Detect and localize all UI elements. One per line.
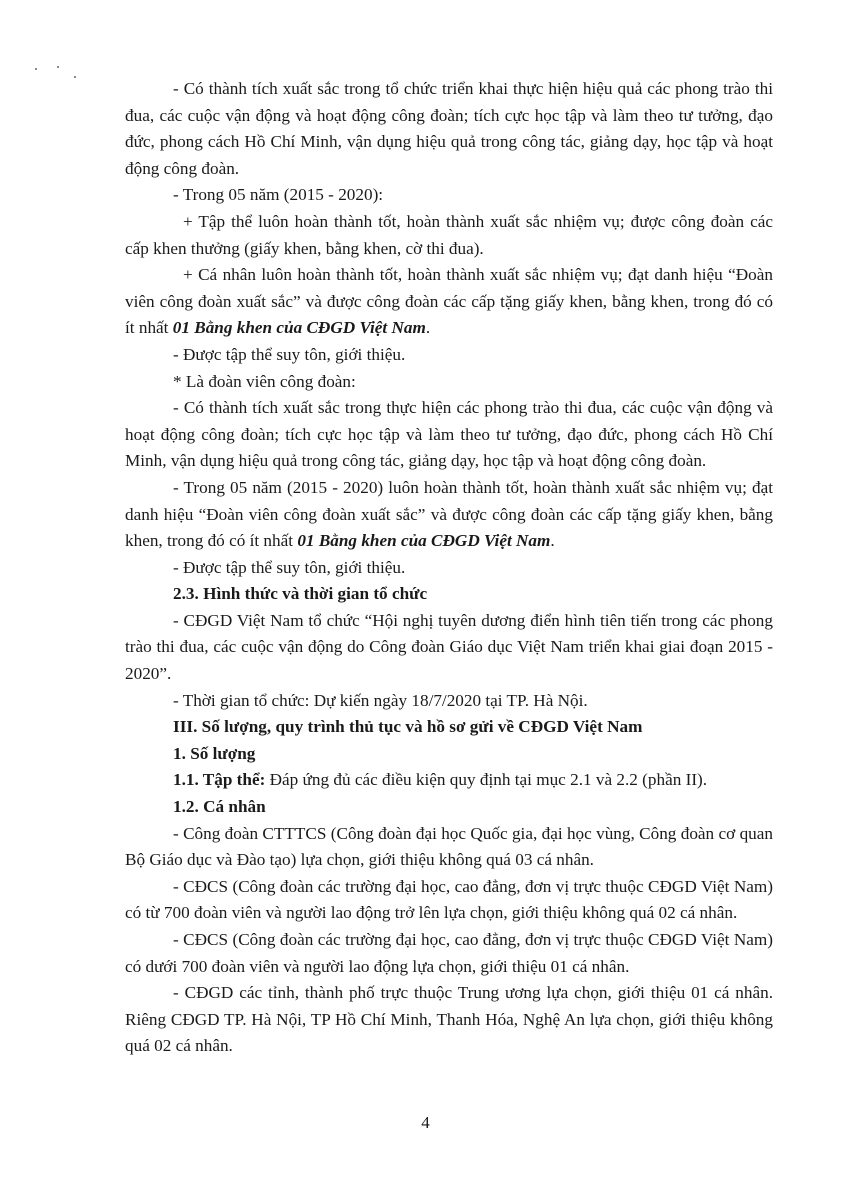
page-number: 4 [421, 1113, 430, 1132]
inline-label: 1.1. Tập thể: [173, 770, 266, 790]
paragraph-text: + Cá nhân luôn hoàn thành tốt, hoàn thành xuất sắc nhiệm vụ; đạt danh hiệu “Đoàn viên công đoàn xuất sắc” và được công đoàn các cấp tặng giấy khen, bằng khen, trong đó có ít nhất [125, 265, 773, 338]
paragraph: - Thời gian tổ chức: Dự kiến ngày 18/7/2020 tại TP. Hà Nội. [173, 690, 588, 710]
section-heading: 2.3. Hình thức và thời gian tổ chức [173, 584, 428, 604]
paragraph: - CĐGD Việt Nam tổ chức “Hội nghị tuyên dương điển hình tiên tiến trong các phong trào thi đua, các cuộc vận động do Công đoàn Giáo dục Việt Nam triển khai giai đoạn 2015 - 2020”. [125, 610, 773, 684]
document-body [125, 76, 773, 1060]
paragraph: + Tập thể luôn hoàn thành tốt, hoàn thành xuất sắc nhiệm vụ; được công đoàn các cấp khen thưởng (giấy khen, bằng khen, cờ thi đua). [125, 211, 773, 258]
paragraph-text: - Trong 05 năm (2015 - 2020) luôn hoàn thành tốt, hoàn thành xuất sắc nhiệm vụ; đạt danh hiệu “Đoàn viên công đoàn xuất sắc” và được công đoàn các cấp tặng giấy khen, bằng khen, trong đó có ít nhất [125, 477, 773, 551]
paragraph-text: Đáp ứng đủ các điều kiện quy định tại mục 2.1 và 2.2 (phần II). [265, 770, 708, 790]
scan-speck [57, 66, 59, 68]
paragraph [125, 767, 773, 794]
paragraph: - CĐCS (Công đoàn các trường đại học, cao đẳng, đơn vị trực thuộc CĐGD Việt Nam) có từ 700 đoàn viên và người lao động trở lên lựa chọn, giới thiệu không quá 02 cá nhân. [125, 876, 773, 923]
paragraph: * Là đoàn viên công đoàn: [173, 371, 356, 391]
paragraph: - Được tập thể suy tôn, giới thiệu. [173, 344, 406, 364]
paragraph: - Trong 05 năm (2015 - 2020): [173, 185, 384, 205]
scan-speck [74, 76, 76, 78]
paragraph: - Có thành tích xuất sắc trong thực hiện các phong trào thi đua, các cuộc vận động và hoạt động công đoàn; tích cực học tập và làm theo tư tưởng, đạo đức, phong cách Hồ Chí Minh, vận dụng hiệu quả trong công tác, giảng dạy, học tập và hoạt động công đoàn. [125, 398, 773, 471]
paragraph: - CĐCS (Công đoàn các trường đại học, cao đẳng, đơn vị trực thuộc CĐGD Việt Nam) có dưới 700 đoàn viên và người lao động lựa chọn, giới thiệu 01 cá nhân. [125, 930, 773, 976]
paragraph-tail: . [550, 531, 555, 551]
emphasis-text: 01 Bằng khen của CĐGD Việt Nam [297, 531, 551, 551]
paragraph: - Công đoàn CTTTCS (Công đoàn đại học Quốc gia, đại học vùng, Công đoàn cơ quan Bộ Giáo dục và Đào tạo) lựa chọn, giới thiệu không quá 03 cá nhân. [125, 823, 773, 870]
paragraph: - CĐGD các tỉnh, thành phố trực thuộc Trung ương lựa chọn, giới thiệu 01 cá nhân. Riêng CĐGD TP. Hà Nội, TP Hồ Chí Minh, Thanh Hóa, Nghệ An lựa chọn, giới thiệu không quá 02 cá nhân. [125, 983, 773, 1056]
paragraph-tail: . [425, 318, 431, 338]
scan-speck [35, 68, 37, 70]
emphasis-text: 01 Bằng khen của CĐGD Việt Nam [172, 318, 426, 338]
section-heading: III. Số lượng, quy trình thủ tục và hồ sơ gửi về CĐGD Việt Nam [173, 717, 643, 737]
paragraph: - Có thành tích xuất sắc trong tổ chức triển khai thực hiện hiệu quả các phong trào thi đua, các cuộc vận động và hoạt động công đoàn; tích cực học tập và làm theo tư tưởng, đạo đức, phong cách Hồ Chí Minh, vận dụng hiệu quả trong công tác, giảng dạy, học tập và hoạt động công đoàn. [125, 79, 773, 178]
paragraph [125, 262, 773, 342]
paragraph [125, 475, 773, 555]
paragraph: - Được tập thể suy tôn, giới thiệu. [173, 557, 406, 577]
section-heading: 1. Số lượng [173, 743, 256, 763]
section-heading: 1.2. Cá nhân [173, 797, 266, 817]
